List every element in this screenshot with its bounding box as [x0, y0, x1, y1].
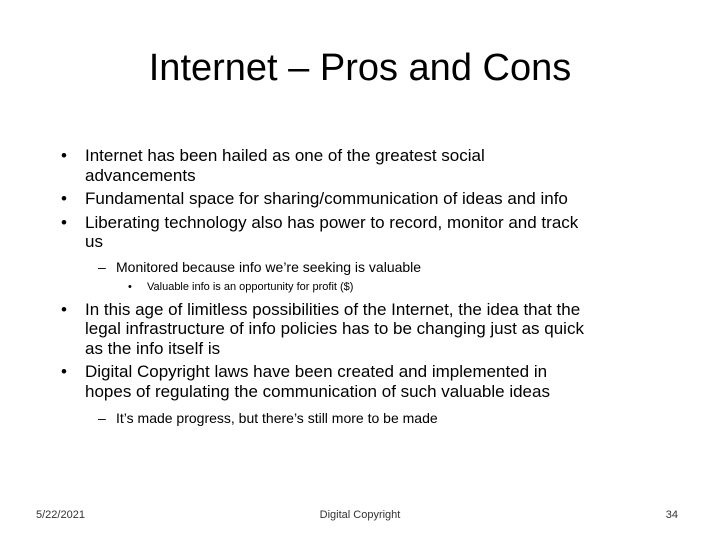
bullet-glyph: •: [61, 362, 67, 381]
footer-title: Digital Copyright: [319, 509, 401, 521]
bullet-text: Liberating technology also has power to record, monitor and track us: [85, 212, 579, 251]
bullet-text: Valuable info is an opportunity for profit ($): [147, 280, 354, 293]
bullet-glyph: •: [128, 280, 132, 293]
footer-date: 5/22/2021: [36, 509, 85, 521]
bullet-item: [30, 189, 590, 209]
bullet-glyph: •: [61, 189, 67, 208]
sub-bullet-item: [30, 259, 590, 276]
bullet-list: [30, 146, 590, 427]
page-number: 34: [665, 509, 678, 521]
bullet-item: [30, 213, 590, 252]
sub-sub-bullet-item: [30, 280, 590, 294]
bullet-item: [30, 362, 590, 401]
bullet-glyph: •: [61, 146, 67, 165]
bullet-glyph: •: [61, 212, 67, 232]
bullet-item: [30, 300, 590, 359]
bullet-glyph: –: [98, 410, 106, 426]
bullet-text: Fundamental space for sharing/communication of ideas and info: [85, 189, 568, 208]
sub-bullet-item: [30, 410, 590, 427]
bullet-text: It’s made progress, but there’s still more to be made: [116, 410, 438, 426]
bullet-glyph: –: [98, 258, 106, 275]
bullet-item: [30, 146, 590, 185]
bullet-text: Internet has been hailed as one of the greatest social advancements: [85, 146, 485, 185]
slide-title: Internet – Pros and Cons: [148, 47, 572, 89]
bullet-text: In this age of limitless possibilities of the Internet, the idea that the legal infrastructure of info policies has to be changing just as quick as the info itself is: [85, 299, 584, 358]
bullet-text: Digital Copyright laws have been created and implemented in hopes of regulating the communication of such valuable ideas: [85, 362, 550, 401]
bullet-text: Monitored because info we’re seeking is valuable: [116, 258, 422, 275]
bullet-glyph: •: [61, 299, 67, 319]
